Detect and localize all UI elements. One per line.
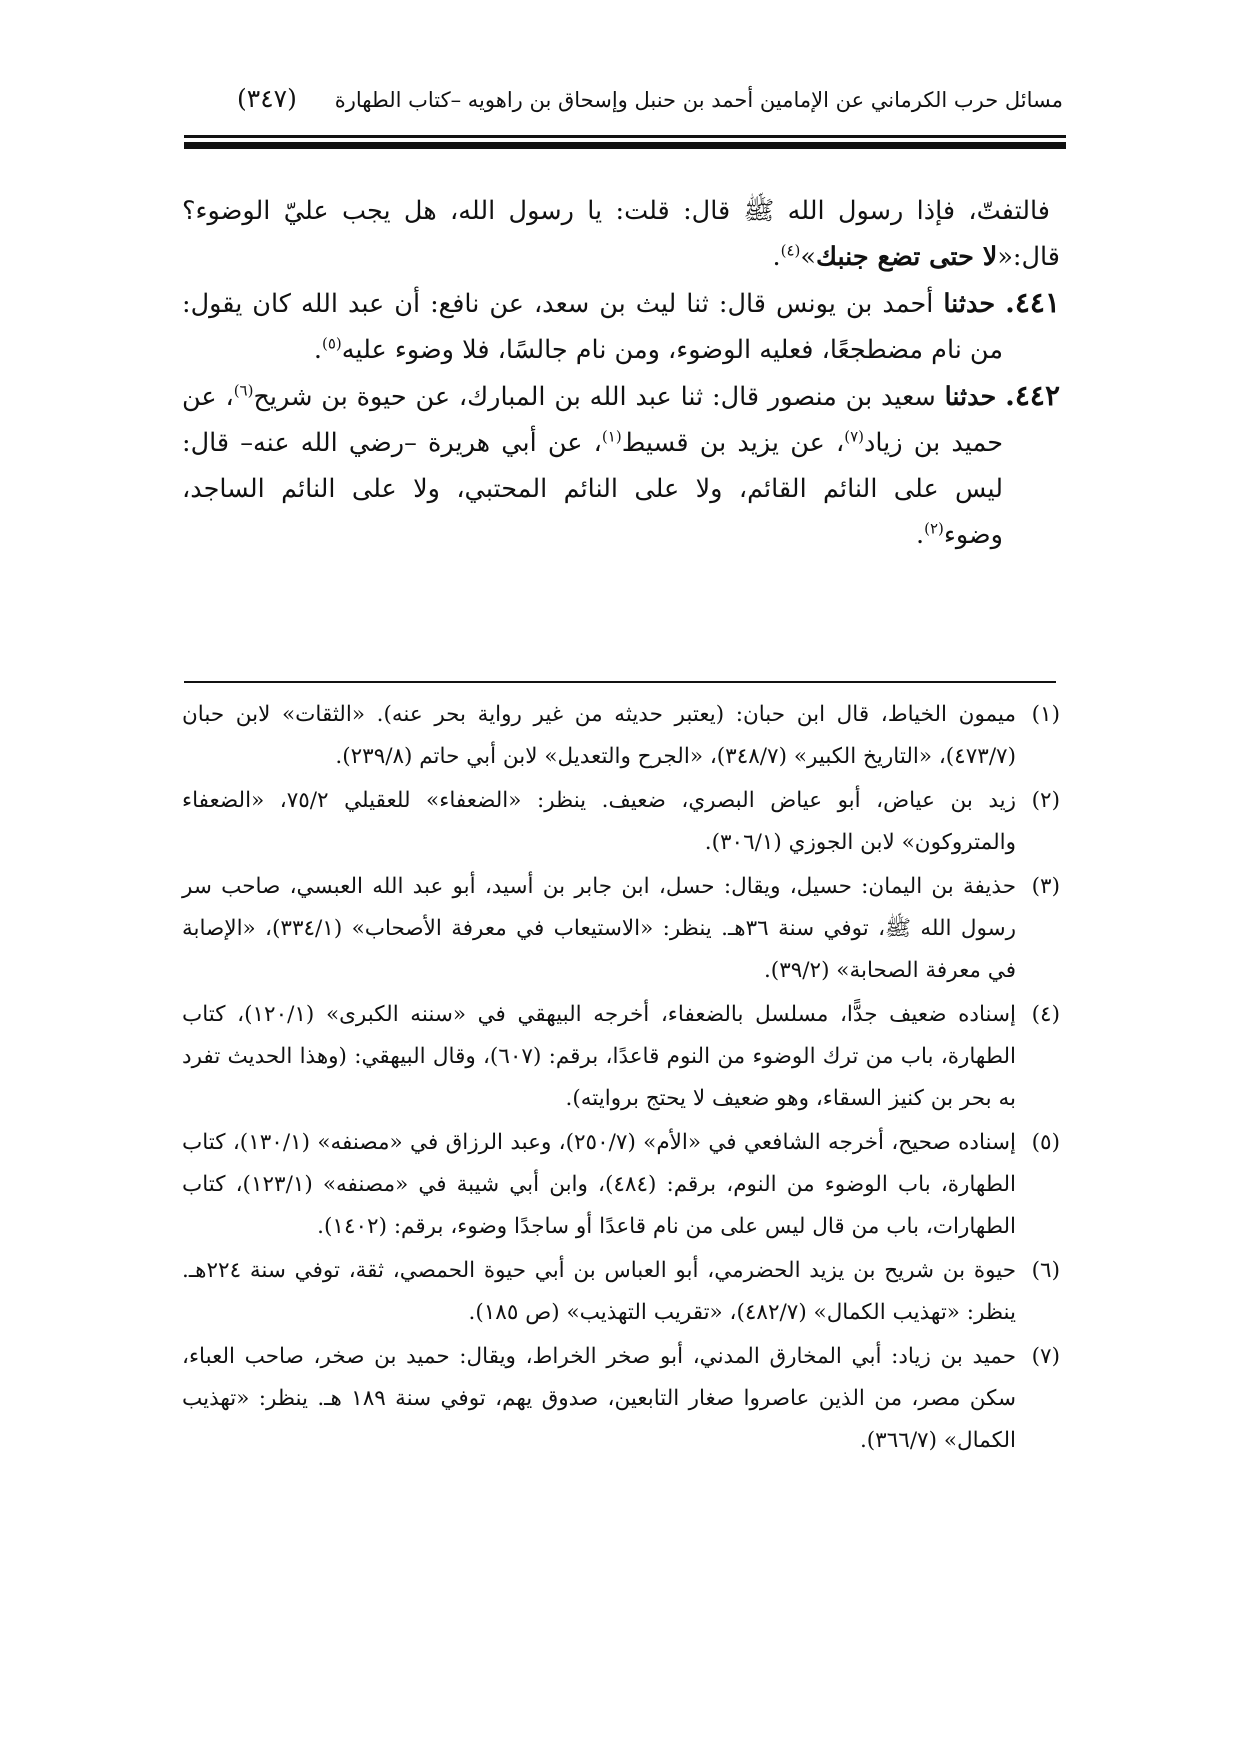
- running-title: مسائل حرب الكرماني عن الإمامين أحمد بن حنبل وإسحاق بن راهويه –كتاب الطهارة: [334, 88, 1063, 112]
- text-segment: فالتفتّ، فإذا رسول الله ﷺ قال: قلت: يا رسول الله، هل يجب عليّ الوضوء؟ قال:«: [182, 196, 1060, 272]
- text-segment: .: [772, 242, 781, 272]
- footnote-text: حميد بن زياد: أبي المخارق المدني، أبو صخر الخراط، ويقال: حميد بن صخر، صاحب العباء، سكن مصر، من الذين عاصروا صغار التابعين، صدوق يهم، توفي سنة ١٨٩ هـ. ينظر: «تهذيب الكمال» (٣٦٦/٧).: [182, 1344, 1016, 1453]
- footnote-number: (٦): [1031, 1258, 1060, 1283]
- footnote: [182, 866, 1060, 992]
- footnote-text: حيوة بن شريح بن يزيد الحضرمي، أبو العباس بن أبي حيوة الحمصي، ثقة، توفي سنة ٢٢٤هـ. ينظر: «تهذيب الكمال» (٤٨٢/٧)، «تقريب التهذيب» (ص ١٨٥).: [182, 1258, 1016, 1325]
- footnote: [182, 780, 1060, 864]
- footnote-text: إسناده صحيح، أخرجه الشافعي في «الأم» (٢٥٠/٧)، وعبد الرزاق في «مصنفه» (١٣٠/١)، كتاب الطهارة، باب الوضوء من النوم، برقم: (٤٨٤)، وابن أبي شيبة في «مصنفه» (١٢٣/١)، كتاب الطهارات، باب من قال ليس على من نام قاعدًا أو ساجدًا وضوء، برقم: (١٤٠٢).: [182, 1130, 1016, 1239]
- hadith-text: أحمد بن يونس قال: ثنا ليث بن سعد، عن نافع: أن عبد الله كان يقول: من نام مضطجعًا، فعليه الوضوء، ومن نام جالسًا، فلا وضوء عليه: [182, 289, 1003, 365]
- page-number: (٣٤٧): [237, 84, 297, 113]
- footnote: [182, 694, 1060, 778]
- footnote-number: (٣): [1031, 874, 1060, 899]
- hadith-number: ٤٤٢.: [1005, 379, 1060, 412]
- footnote-ref[interactable]: (٥): [321, 334, 342, 353]
- hadith-442: [182, 373, 1060, 558]
- hadith-lead: حدثنا: [944, 382, 997, 412]
- header-rule-thin: [184, 135, 1066, 138]
- footnote-ref[interactable]: (٢): [924, 519, 944, 538]
- footnote-ref[interactable]: (٦): [233, 381, 254, 400]
- hadith-lead: حدثنا: [943, 289, 996, 319]
- footnote-text: إسناده ضعيف جدًّا، مسلسل بالضعفاء، أخرجه البيهقي في «سننه الكبرى» (١٢٠/١)، كتاب الطهارة، باب من ترك الوضوء من النوم قاعدًا، برقم: (٦٠٧)، وقال البيهقي: (وهذا الحديث تفرد به بحر بن كنيز السقاء، وهو ضعيف لا يحتج بروايته).: [182, 1002, 1016, 1111]
- hadith-text: سعيد بن منصور قال: ثنا عبد الله بن المبارك، عن حيوة بن شريح: [253, 382, 945, 412]
- footnote-text: ميمون الخياط، قال ابن حبان: (يعتبر حديثه من غير رواية بحر عنه). «الثقات» لابن حبان (٤٧٣/٧)، «التاريخ الكبير» (٣٤٨/٧)، «الجرح والتعديل» لابن أبي حاتم (٢٣٩/٨).: [182, 702, 1016, 769]
- footnote-number: (٥): [1031, 1130, 1060, 1155]
- footnote-ref[interactable]: (٤): [780, 241, 801, 260]
- footnote: [182, 1122, 1060, 1248]
- text-segment: .: [915, 520, 925, 550]
- hadith-text: ، عن أبي هريرة –رضي الله عنه– قال: ليس على النائم القائم، ولا على النائم المحتبي، ولا على النائم الساجد، وضوء: [182, 428, 1003, 550]
- footnote-text: زيد بن عياض، أبو عياض البصري، ضعيف. ينظر: «الضعفاء» للعقيلي ٧٥/٢، «الضعفاء والمتروكون» لابن الجوزي (٣٠٦/١).: [182, 788, 1016, 855]
- footnote-separator: [184, 681, 1056, 683]
- header-rule-thick: [184, 142, 1066, 149]
- footnote-text: حذيفة بن اليمان: حسيل، ويقال: حسل، ابن جابر بن أسيد، أبو عبد الله العبسي، صاحب سر رسول الله ﷺ، توفي سنة ٣٦هـ. ينظر: «الاستيعاب في معرفة الأصحاب» (٣٣٤/١)، «الإصابة في معرفة الصحابة» (٣٩/٢).: [182, 874, 1016, 983]
- text-segment: .: [313, 335, 322, 365]
- footnote-number: (٢): [1031, 788, 1060, 813]
- text-segment: »: [800, 242, 816, 272]
- footnote: [182, 1250, 1060, 1334]
- footnote-number: (٤): [1031, 1002, 1060, 1027]
- footnote: [182, 994, 1060, 1120]
- page-header: [213, 84, 1063, 124]
- hadith-text: ، عن يزيد بن قسيط: [621, 428, 845, 458]
- bold-quote: لا حتى تضع جنبك: [815, 242, 998, 272]
- footnote-number: (٧): [1031, 1344, 1060, 1369]
- main-text: [182, 188, 1060, 558]
- hadith-441: [182, 280, 1060, 373]
- footnote: [182, 1336, 1060, 1462]
- hadith-text: ، عن حميد بن زياد: [182, 382, 1003, 458]
- footnote-ref[interactable]: (٧): [844, 427, 865, 446]
- hadith-number: ٤٤١.: [1005, 286, 1061, 319]
- footnote-ref[interactable]: (١): [601, 427, 622, 446]
- footnote-number: (١): [1031, 702, 1060, 727]
- paragraph-continuation: [182, 188, 1060, 280]
- footnotes: [182, 694, 1060, 1464]
